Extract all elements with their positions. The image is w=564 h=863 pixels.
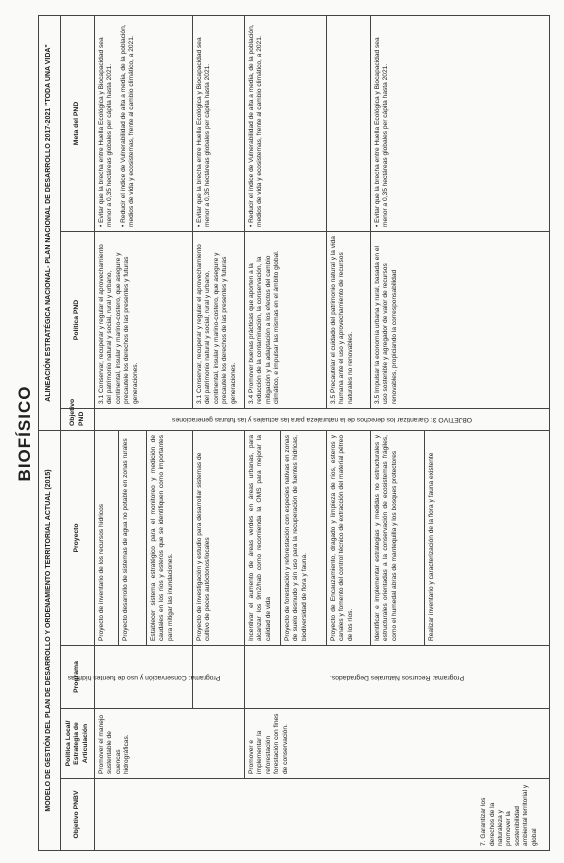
programa-fuentes-hidricas-label: Programa: Conservación y uso de fuentes hídricas bbox=[67, 674, 220, 682]
politica-pnd-cell bbox=[371, 231, 550, 408]
politica-pnd-cell bbox=[245, 231, 327, 408]
column-header-objetivo-pnd: Objetivo PND bbox=[61, 408, 95, 430]
proyecto-cell: Proyecto de forestación y reforestación con especies nativas en zonas de suelo desnudo y sin uso para la recuperación de fuentes hídricas, biodiversidad de flora y fauna. bbox=[281, 430, 327, 645]
politica-pnd-cell bbox=[193, 231, 245, 408]
politica-pnd-3-5-b: 3.5 Impulsar la economía urbana y rural, basada en el uso sostenible y agregador de valor de recursos renovables, propiciando la corresponsabilidad bbox=[374, 246, 398, 404]
objetivo-pnd bbox=[95, 408, 550, 430]
programa-recursos-degradados-label: Programa: Recursos Naturales Degradados. bbox=[329, 674, 465, 682]
rotated-table-area bbox=[12, 16, 550, 851]
politica-pnd-3-4: 3.4 Promover buenas prácticas que aporten a la reducción de la contaminación, la conservación, la mitigación y la adaptación a los efectos del cambio climático, e impulsar las mismas en el ámbito global. bbox=[248, 250, 281, 404]
politica-pnd-cell bbox=[95, 231, 193, 408]
proyecto-cell: Incentivar el aumento de áreas verdes en áreas urbanas, para alcanzar los 9m2/hab como recomienda la OMS para mejorar la calidad de vida bbox=[245, 430, 281, 645]
meta-pnd-cell bbox=[371, 15, 550, 231]
meta-huella-c: • Evitar que la brecha entre Huella Ecológica y Biocapacidad sea menor a 0,35 hectáreas globales per cápita hasta 2021. bbox=[374, 20, 391, 227]
meta-pnd-cell-empty bbox=[327, 15, 371, 231]
programa-recursos-degradados bbox=[245, 646, 550, 709]
politica-pnd-3-1-a: 3.1 Conservar, recuperar y regular el aprovechamiento del patrimonio natural y social, rural y urbano, continental, insular y marino-costero, que asegure y precautele los derechos de las presentes y futuras generaciones. bbox=[98, 244, 139, 404]
politica-pnd-3-1-b: 3.1 Conservar, recuperar y regular el aprovechamiento del patrimonio natural y social, rural y urbano, continental, insular y marino-costero, que asegure y precautele los derechos de las presentes y futuras generaciones. bbox=[196, 244, 237, 404]
section-header-pdot: MODELO DE GESTIÓN DEL PLAN DE DESARROLLO Y ORDENAMIENTO TERRITORIAL ACTUAL (2015) bbox=[39, 430, 61, 850]
column-header-politica-pnd: Política PND bbox=[61, 231, 95, 408]
section-header-pnd: ALINEACIÓN ESTRATÉGICA NACIONAL- PLAN NACIONAL DE DESARROLLO 2017-2021 "TODA UNA VIDA" bbox=[39, 15, 61, 430]
politica-pnd-3-5-a: 3.5 Precautelar el cuidado del patrimonio natural y la vida humana ante el uso y aprovechamiento de recursos naturales no renovables. bbox=[330, 236, 354, 404]
meta-pnd-cell bbox=[95, 15, 193, 231]
objetivo-pnd-label: OBJETIVO 3: Garantizar los derechos de la naturaleza para las actuales y las futuras generaciones bbox=[172, 416, 472, 424]
meta-huella: • Evitar que la brecha entre Huella Ecológica y Biocapacidad sea menor a 0,35 hectáreas globales per cápita hasta 2021. bbox=[98, 20, 115, 227]
meta-vulnerabilidad-b: • Reducir el índice de Vulnerabilidad de alta a media, de la población, medios de vida y ecosistemas, frente al cambio climático, a 2021. bbox=[248, 20, 265, 227]
column-header-programa: Programa bbox=[61, 646, 95, 709]
proyecto-cell: Identificar e implementar estrategias y medidas no estructurales y estructurales orientadas a la conservación de ecosistemas frágiles, como el humedal abras de mantequilla y los bosques protectores bbox=[371, 430, 425, 645]
page-title: BIOFÍSICO bbox=[15, 385, 34, 482]
column-header-politica-local: Política Local/ Estrategia de Articulación bbox=[61, 709, 95, 779]
proyecto-cell: Proyecto de Encauzamiento, dragado y limpieza de ríos, esteros y canales y fomento del control técnico de extracción del material pétreo de los ríos. bbox=[327, 430, 371, 645]
politica-local-reforestacion: Promover e implementar la reforestación forestación con fines de conservación. bbox=[245, 709, 550, 779]
column-header-meta-pnd: Meta del PND bbox=[61, 15, 95, 231]
proyecto-cell: Proyecto de inventario de los recursos hídricos bbox=[95, 430, 119, 645]
proyecto-cell: Realizar inventario y caracterización de la flora y fauna existente bbox=[425, 430, 550, 645]
column-header-proyecto: Proyecto bbox=[61, 430, 95, 645]
column-header-objetivo-pnbv: Objetivo PNBV bbox=[61, 779, 95, 851]
alignment-table bbox=[38, 15, 550, 851]
proyecto-cell: Proyecto desarrollo de sistemas de agua no potable en zonas rurales bbox=[119, 430, 147, 645]
meta-pnd-cell bbox=[193, 15, 245, 231]
politica-pnd-cell bbox=[327, 231, 371, 408]
programa-fuentes-hidricas bbox=[67, 646, 220, 709]
meta-pnd-cell bbox=[245, 15, 327, 231]
meta-vulnerabilidad: • Reducir el índice de Vulnerabilidad de alta a media, de la población, medios de vida y ecosistemas, frente al cambio climático, a 2021. bbox=[120, 20, 137, 227]
proyecto-cell: Proyecto de investigación y estudio para desarrollar sistemas de cultivo de peces autóctonos/locales bbox=[193, 430, 245, 645]
politica-local-cuencas: Promover el manejo sustentable de cuencas hidrográficas. bbox=[95, 709, 245, 779]
proyecto-cell: Establecer sistema estratégico para el monitoreo y medición de caudales en los ríos y esteros que se identifiquen como importantes para mitigar las inundaciones. bbox=[147, 430, 193, 645]
objetivo-pnbv: 7. Garantizar los derechos de la naturaleza y promover la sostenibilidad ambiental territorial y global bbox=[95, 779, 550, 851]
meta-huella-b: • Evitar que la brecha entre Huella Ecológica y Biocapacidad sea menor a 0,35 hectáreas globales per cápita hasta 2021. bbox=[196, 20, 213, 227]
